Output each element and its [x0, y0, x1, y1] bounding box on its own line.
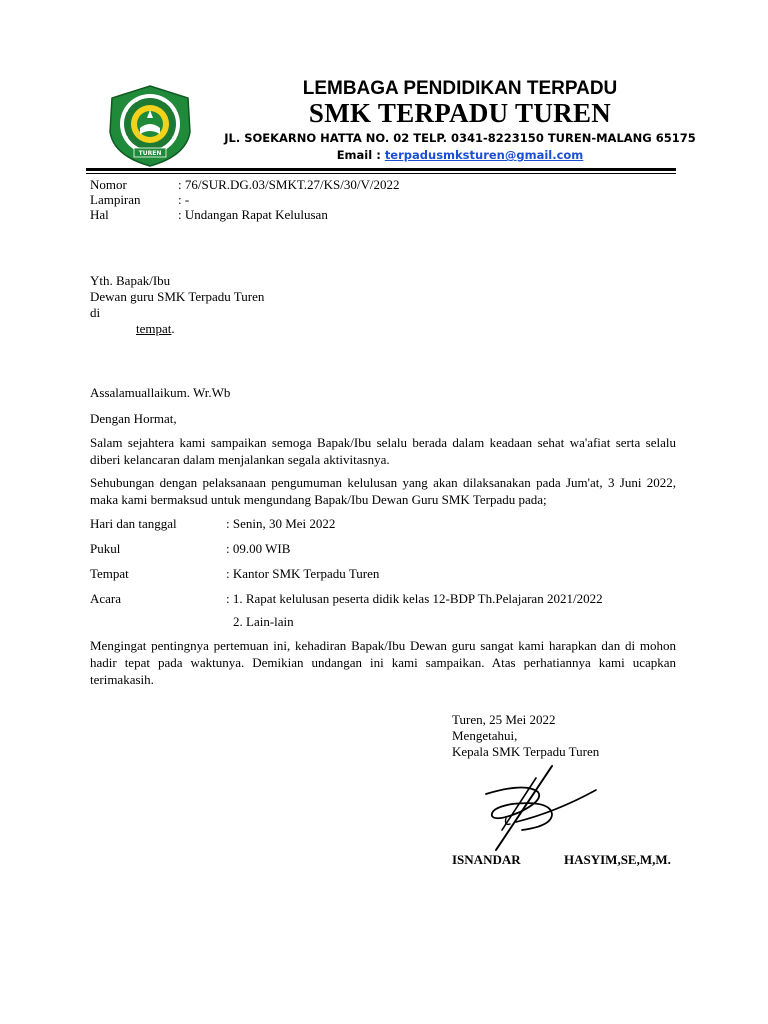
logo-text: TUREN	[138, 150, 162, 157]
org-name-line1: LEMBAGA PENDIDIKAN TERPADU	[302, 78, 618, 99]
meta-label-nomor: Nomor	[90, 177, 127, 192]
paragraph-opening: Salam sejahtera kami sampaikan semoga Bapak/Ibu selalu berada dalam keadaan sehat wa'afiat serta selalu diberi kelancaran dalam menjalankan segala aktivitasnya.	[90, 435, 676, 467]
salutation: Dengan Hormat,	[90, 411, 177, 426]
meta-value-lampiran: : -	[178, 192, 190, 207]
detail-label-time: Pukul	[90, 541, 121, 556]
recipient-place-suffix: .	[171, 321, 175, 336]
header-rule-thin	[86, 173, 676, 174]
detail-value-agenda: : 1. Rapat kelulusan peserta didik kelas 12-BDP Th.Pelajaran 2021/2022	[226, 591, 603, 606]
signatory-name-last: HASYIM,SE,M,M.	[564, 852, 671, 867]
meta-label-lampiran: Lampiran	[90, 192, 141, 207]
org-name-line2: SMK TERPADU TUREN	[308, 98, 612, 128]
paragraph-closing: Mengingat pentingnya pertemuan ini, kehadiran Bapak/Ibu Dewan guru sangat kami harapkan dan di mohon hadir tepat pada waktunya. Demikian undangan ini kami sampaikan. Atas perhatiannya kami ucapkan terimakasih.	[90, 638, 676, 687]
detail-value-time: : 09.00 WIB	[226, 541, 291, 556]
meta-value-hal: : Undangan Rapat Kelulusan	[178, 207, 328, 222]
signature-place-date: Turen, 25 Mei 2022	[452, 712, 556, 727]
recipient-line3: di	[90, 305, 101, 320]
paragraph-purpose: Sehubungan dengan pelaksanaan pengumuman kelulusan yang akan dilaksanakan pada Jum'at, 3 Juni 2022, maka kami bermaksud untuk mengundang Bapak/Ibu Dewan Guru SMK Terpadu pada;	[90, 475, 676, 507]
school-logo-icon	[106, 84, 194, 168]
signatory-name-first: ISNANDAR	[452, 852, 521, 867]
detail-value-place: : Kantor SMK Terpadu Turen	[226, 566, 380, 581]
detail-label-place: Tempat	[90, 566, 129, 581]
org-email-line	[200, 148, 720, 162]
recipient-line2: Dewan guru SMK Terpadu Turen	[90, 289, 265, 304]
meta-value-nomor: : 76/SUR.DG.03/SMKT.27/KS/30/V/2022	[178, 177, 400, 192]
org-address: JL. SOEKARNO HATTA NO. 02 TELP. 0341-8223150 TUREN-MALANG 65175	[224, 131, 696, 145]
detail-agenda-item2: 2. Lain-lain	[233, 614, 294, 629]
handwritten-signature-icon	[466, 760, 602, 856]
signature-position: Kepala SMK Terpadu Turen	[452, 744, 600, 759]
email-link[interactable]: terpadusmksturen@gmail.com	[384, 148, 584, 162]
detail-label-agenda: Acara	[90, 591, 122, 606]
recipient-line1: Yth. Bapak/Ibu	[90, 273, 171, 288]
header-rule-thick	[86, 168, 676, 171]
detail-value-date: : Senin, 30 Mei 2022	[226, 516, 336, 531]
detail-label-date: Hari dan tanggal	[90, 516, 177, 531]
recipient-line4	[136, 321, 175, 337]
recipient-place: tempat	[136, 321, 172, 336]
signature-known-by: Mengetahui,	[452, 728, 518, 743]
greeting: Assalamuallaikum. Wr.Wb	[90, 385, 231, 400]
meta-label-hal: Hal	[90, 207, 109, 222]
email-label: Email :	[336, 148, 381, 162]
